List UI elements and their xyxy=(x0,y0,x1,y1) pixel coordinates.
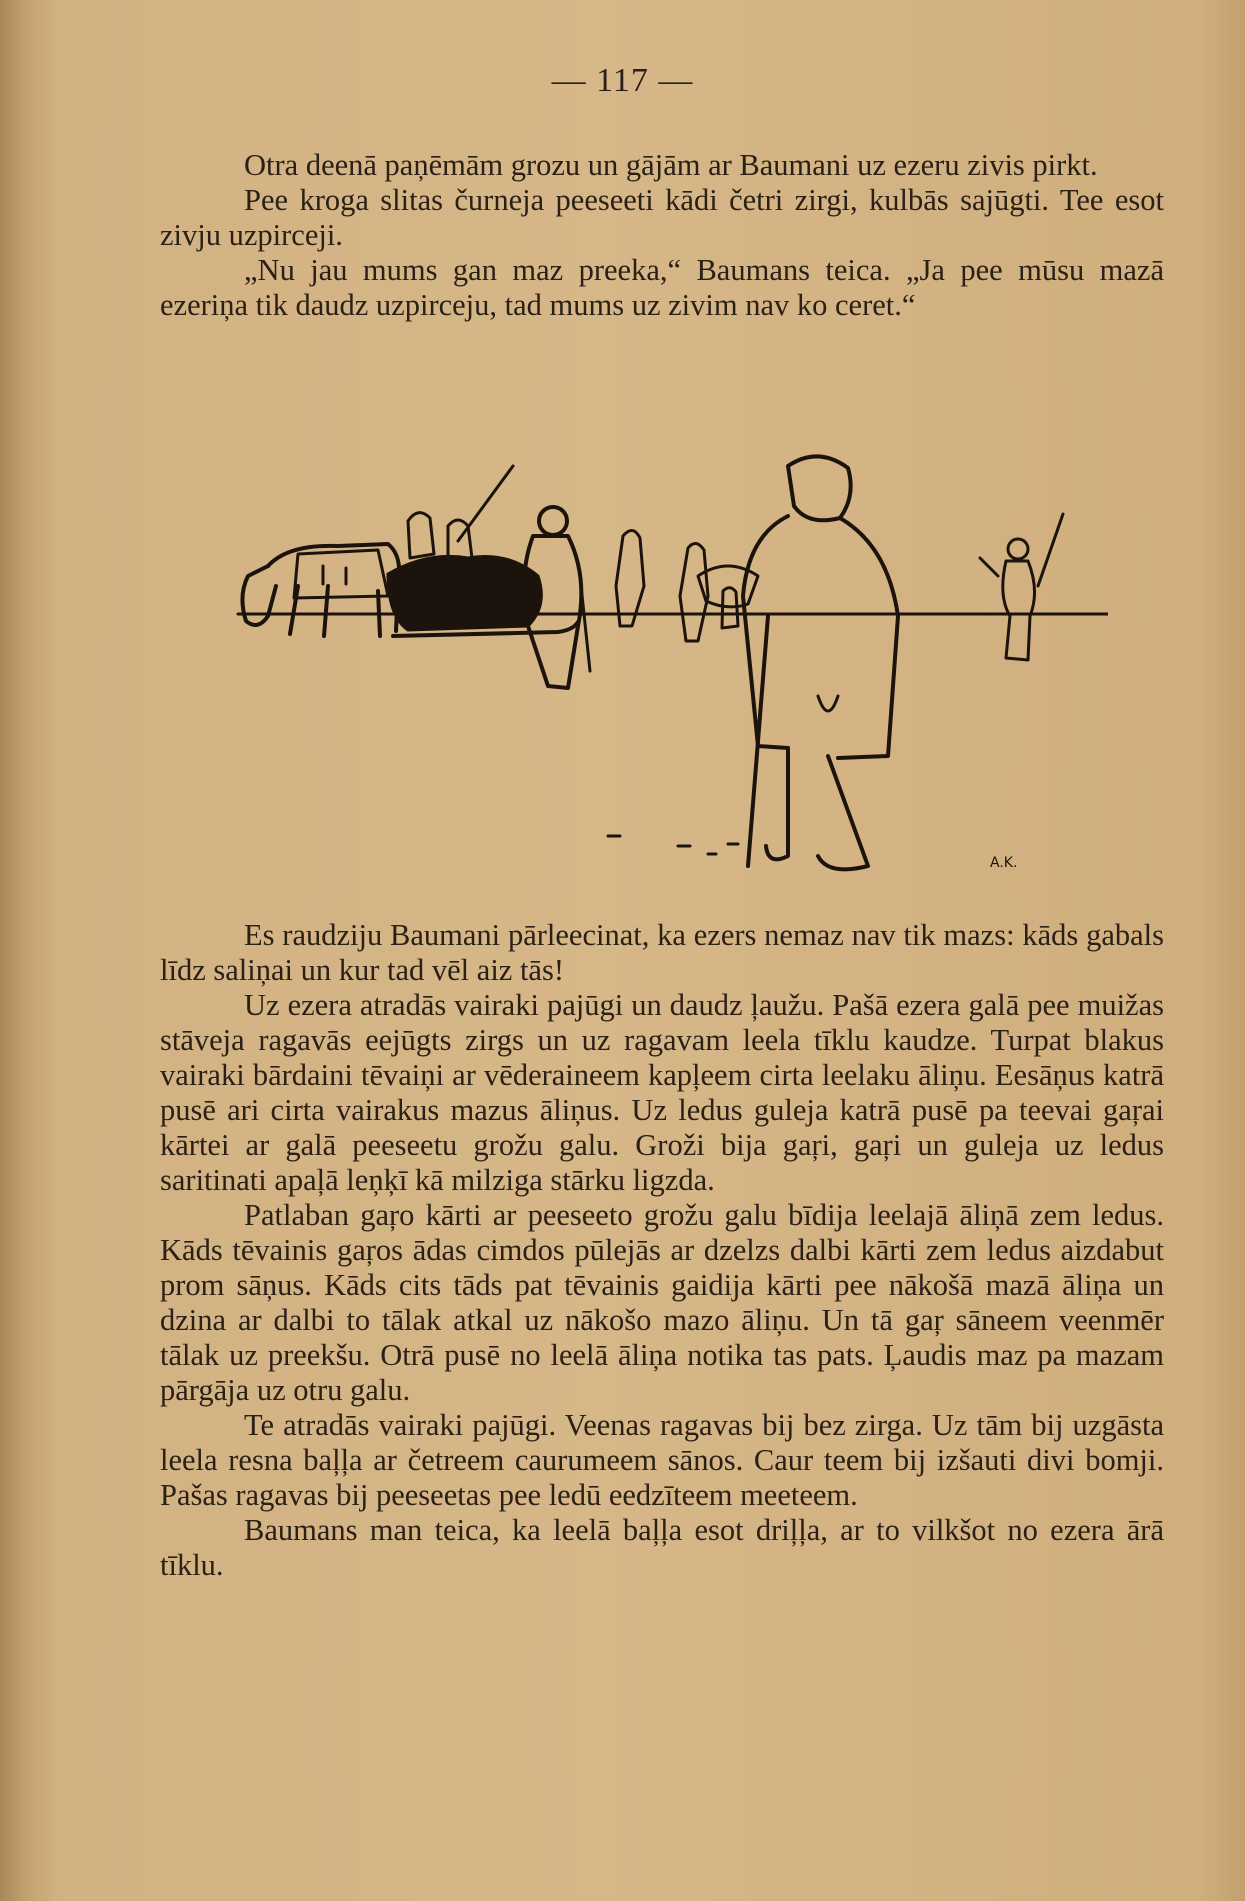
horse-drawing xyxy=(242,544,399,636)
paragraph: Es raudziju Baumani pārleecinat, ka ezers nemaz nav tik mazs: kāds gabals līdz saliņai un kur tad vēl aiz tās! xyxy=(160,918,1164,987)
text-block-bottom xyxy=(160,918,1164,1583)
paragraph: Baumans man teica, ka leelā baļļa esot driļļa, ar to vilkšot no ezera ārā tīklu. xyxy=(160,1513,1164,1582)
standing-figures xyxy=(616,530,738,641)
bearded-man-foreground xyxy=(698,456,898,869)
snow-marks xyxy=(608,836,738,854)
illustration-ice-fishing-scene xyxy=(228,426,1108,888)
text-block-top xyxy=(160,148,1164,323)
paragraph: Te atradās vairaki pajūgi. Veenas ragavas bij bez zirga. Uz tām bij uzgāsta leela resna baļļa ar četreem caurumeem sānos. Caur teem bij izšauti divi bomji. Pašas ragavas bij peeseetas pee ledū eedzīteem meeteem. xyxy=(160,1408,1164,1512)
paragraph: Patlaban gaŗo kārti ar peeseeto grožu galu bīdija leelajā āliņā zem ledus. Kāds tēvainis gaŗos ādas cimdos pūlejās ar dzelzs dalbi kārti zem ledus aizdabut prom sāņus. Kāds cits tāds pat tēvainis gaidija kārti pee nākošā mazā āliņa un dzina ar dalbi to tālak atkal uz nākošo mazo āliņu. Un tā gaŗ sāneem veenmēr tālak uz preekšu. Otrā pusē no leelā āliņa notika tas pats. Ļaudis maz pa mazam pārgāja uz otru galu. xyxy=(160,1198,1164,1407)
paragraph: Pee kroga slitas čurneja peeseeti kādi četri zirgi, kulbās sajūgti. Tee esot zivju uzpirceji. xyxy=(160,183,1164,252)
page-number: — 117 — xyxy=(551,62,694,99)
sledge-with-net-pile xyxy=(388,466,578,636)
paragraph: Uz ezera atradās vairaki pajūgi un daudz ļaužu. Pašā ezera galā pee muižas stāveja ragavās eejūgts zirgs un uz ragavam leela tīklu kaudze. Turpat blakus vairaki bārdaini tēvaiņi ar vēderaineem kapļeem cirta leelaku āliņu. Eesāņus katrā pusē ari cirta vairakus mazus āliņus. Uz ledus guleja katrā pusē pa teevai gaŗai kārtei ar galā peeseetu grožu galu. Groži bija gaŗi, gaŗi un guleja uz ledus saritinati apaļā leņķī kā milziga stārku ligzda. xyxy=(160,988,1164,1197)
illustration-signature: A.K. xyxy=(990,855,1018,871)
paragraph: Otra deenā paņēmām grozu un gājām ar Baumani uz ezeru zivis pirkt. xyxy=(244,148,1098,182)
figure-with-staff xyxy=(980,514,1063,660)
paragraph: „Nu jau mums gan maz preeka,“ Baumans teica. „Ja pee mūsu mazā ezeriņa tik daudz uzpirceju, tad mums uz zivim nav ko ceret.“ xyxy=(160,253,1164,322)
